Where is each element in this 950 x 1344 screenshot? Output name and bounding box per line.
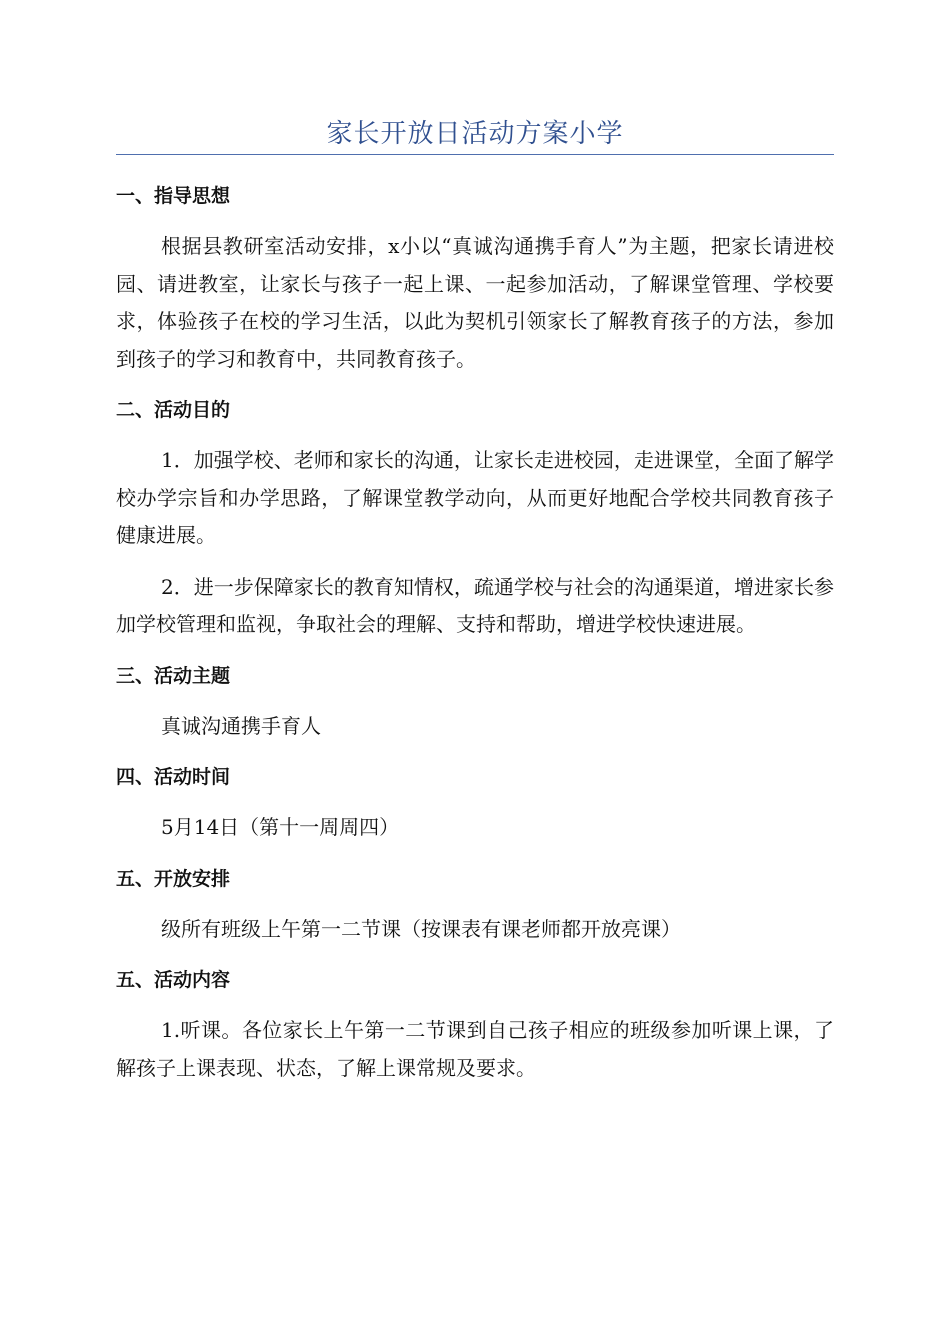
document-title: 家长开放日活动方案小学: [326, 119, 624, 149]
section-paragraph: 1.听课。各位家长上午第一二节课到自己孩子相应的班级参加听课上课，了解孩子上课表现、状态，了解上课常规及要求。: [116, 1018, 834, 1080]
section-paragraph: 根据县教研室活动安排，x小以“真诚沟通携手育人”为主题，把家长请进校园、请进教室，让家长与孩子一起上课、一起参加活动，了解课堂管理、学校要求，体验孩子在校的学习生活，以此为契机引领家长了解教育孩子的方法，参加到孩子的学习和教育中，共同教育孩子。: [116, 234, 834, 371]
section-paragraph: 2．进一步保障家长的教育知情权，疏通学校与社会的沟通渠道，增进家长参加学校管理和监视，争取社会的理解、支持和帮助，增进学校快速进展。: [116, 574, 834, 636]
section-heading-activity-theme: 三、活动主题: [116, 664, 231, 687]
section-paragraph: 1．加强学校、老师和家长的沟通，让家长走进校园，走进课堂，全面了解学校办学宗旨和办学思路，了解课堂教学动向，从而更好地配合学校共同教育孩子健康进展。: [116, 448, 834, 547]
section-paragraph: 真诚沟通携手育人: [161, 713, 321, 738]
section-heading-activity-content: 五、活动内容: [116, 969, 231, 991]
section-heading-guiding-thought: 一、指导思想: [116, 185, 231, 207]
document-body: [116, 178, 834, 1087]
title-underline: [116, 154, 834, 155]
section-heading-activity-time: 四、活动时间: [116, 766, 231, 788]
section-paragraph: 级所有班级上午第一二节课（按课表有课老师都开放亮课）: [161, 916, 681, 941]
section-heading-activity-purpose: 二、活动目的: [116, 399, 231, 421]
section-paragraph: 5月14日（第十一周周四）: [161, 815, 400, 839]
section-heading-open-arrangement: 五、开放安排: [116, 867, 231, 890]
